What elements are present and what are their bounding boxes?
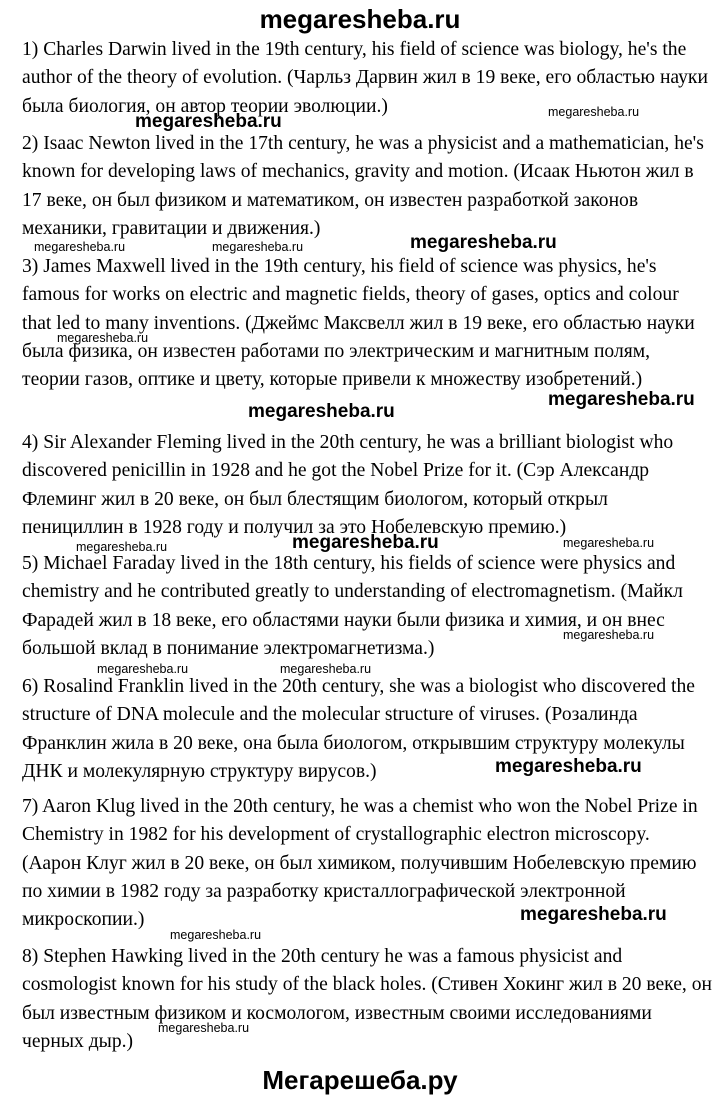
watermark: megaresheba.ru — [563, 536, 655, 550]
footer-brand: Мегарешеба.ру — [262, 1065, 458, 1095]
watermark: megaresheba.ru — [292, 532, 439, 553]
entry-text: 1) Charles Darwin lived in the 19th century, his field of science was biology, he's the author of the theory of evolution. (Чарльз Дарвин жил в 19 веке, его областью науки была биология, он автор теории эволюции.) — [22, 39, 708, 117]
watermark: megaresheba.ru — [563, 628, 655, 642]
entry-text: 6) Rosalind Franklin lived in the 20th century, she was a biologist who discovered the structure of DNA molecule and the molecular structure of viruses. (Розалинда Франклин жила в 20 веке, она была биологом, открывшим структуру молекулы ДНК и молекулярную структуру вирусов.) — [22, 676, 695, 782]
watermark: megaresheba.ru — [212, 240, 304, 254]
watermark: megaresheba.ru — [97, 662, 189, 676]
watermark: megaresheba.ru — [57, 331, 149, 345]
watermark: megaresheba.ru — [158, 1021, 250, 1035]
watermark: megaresheba.ru — [280, 662, 372, 676]
watermark: megaresheba.ru — [248, 401, 395, 422]
watermark: megaresheba.ru — [548, 105, 640, 119]
entry-text: 4) Sir Alexander Fleming lived in the 20th century, he was a brilliant biologist who discovered penicillin in 1928 and he got the Nobel Prize for it. (Сэр Александр Флеминг жил в 20 веке, он был блестящим биологом, который открыл пенициллин в 1928 году и получил за это Нобелевскую премию.) — [22, 432, 674, 538]
entry-text: 2) Isaac Newton lived in the 17th century, he was a physicist and a mathematician, he's known for developing laws of mechanics, gravity and motion. (Исаак Ньютон жил в 17 веке, он был физиком и математиком, он известен разработкой законов механики, гравитации и движения.) — [22, 133, 704, 239]
entry-faraday — [22, 550, 712, 663]
site-title: megaresheba.ru — [259, 4, 461, 34]
entry-newton — [22, 130, 712, 243]
entry-hawking — [22, 943, 712, 1056]
watermark: megaresheba.ru — [410, 232, 557, 253]
watermark: megaresheba.ru — [135, 111, 282, 132]
entry-text: 5) Michael Faraday lived in the 18th century, his fields of science were physics and chemistry and he contributed greatly to understanding of electromagnetism. (Майкл Фарадей жил в 18 веке, его областями науки были физика и химия, и он внес большой вклад в понимание электромагнетизма.) — [22, 553, 683, 659]
entry-maxwell — [22, 253, 712, 394]
entry-text: 7) Aaron Klug lived in the 20th century, he was a chemist who won the Nobel Prize in Chemistry in 1982 for his development of crystallographic electron microscopy. (Аарон Клуг жил в 20 веке, он был химиком, получившим Нобелевскую премию по химии в 1982 году за разработку кристаллографической электронной микроскопии.) — [22, 796, 698, 931]
watermark: megaresheba.ru — [495, 756, 642, 777]
entry-text: 8) Stephen Hawking lived in the 20th century he was a famous physicist and cosmologist known for his study of the black holes. (Стивен Хокинг жил в 20 веке, он был известным физиком и космологом, известным своими исследованиями черных дыр.) — [22, 946, 712, 1052]
watermark: megaresheba.ru — [548, 389, 695, 410]
entry-fleming — [22, 429, 712, 542]
watermark: megaresheba.ru — [76, 540, 168, 554]
watermark: megaresheba.ru — [520, 904, 667, 925]
watermark: megaresheba.ru — [34, 240, 126, 254]
watermark: megaresheba.ru — [170, 928, 262, 942]
entry-text: 3) James Maxwell lived in the 19th century, his field of science was physics, he's famous for works on electric and magnetic fields, theory of gases, optics and colour that led to many inventions. (Джеймс Максвелл жил в 19 веке, его областью науки была физика, он известен работами по электрическим и магнитным полям, теории газов, оптике и цвету, которые привели к множеству изобретений.) — [22, 256, 695, 391]
